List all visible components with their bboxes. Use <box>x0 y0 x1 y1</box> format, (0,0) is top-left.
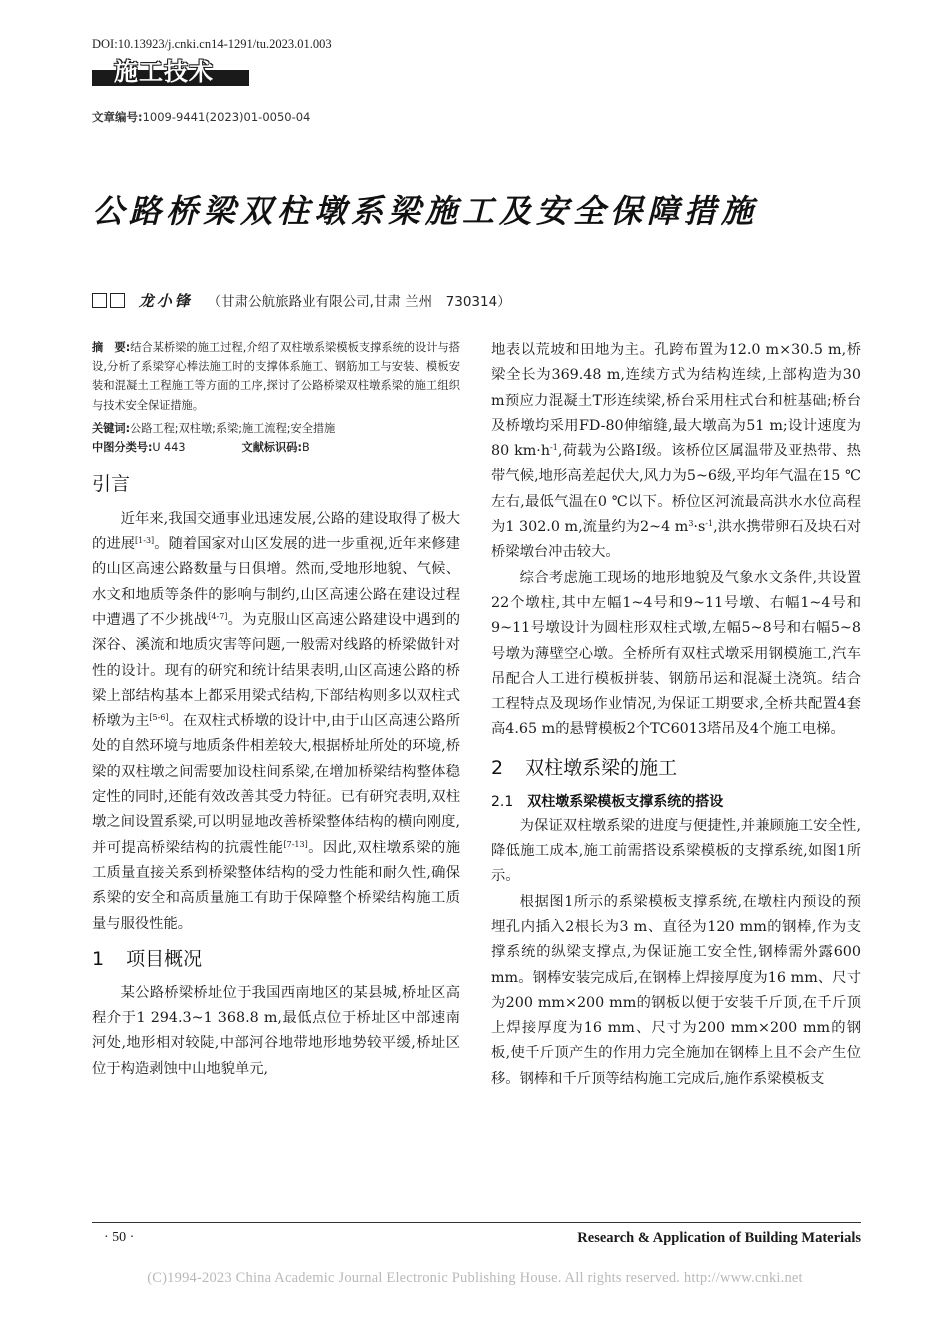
author-affiliation: （甘肃公航旅路业有限公司,甘肃 兰州 730314） <box>207 294 511 310</box>
article-number <box>92 109 310 125</box>
article-number-value: 1009-9441(2023)01-0050-04 <box>142 110 311 124</box>
doc-code-label: 文献标识码: <box>241 440 302 454</box>
author-line <box>92 290 511 311</box>
section-1-paragraph-right: 地表以荒坡和田地为主。孔跨布置为12.0 m×30.5 m,桥梁全长为369.48 m,连续方式为结构连续,上部构造为30 m预应力混凝土T形连续梁,桥台采用柱式台和桩基础;桥台及桥墩均采用FD-80伸缩缝,最大墩高为51 m;设计速度为80 $km\cdot h^{-1}$,荷载为公路Ⅰ级。该桥位区属温带及亚热带、热带气候,地形高差起伏大,风力为5~6级,平均年气温在15 ℃左右,最低气温在0 ℃以下。桥位区河流最高洪水水位高程为1 302.0 m,流量约为2~4 $m^3\cdot s^{-1}$,洪水携带卵石及块石对桥梁墩台冲击较大。 <box>491 342 861 561</box>
section-2-heading: 2 双柱墩系梁的施工 <box>491 756 678 779</box>
left-column <box>92 338 460 1082</box>
clc-label: 中图分类号: <box>92 440 153 454</box>
clc-value: U 443 <box>152 440 186 454</box>
section-banner <box>92 57 249 87</box>
keywords-text: 公路工程;双柱墩;系梁;施工流程;安全措施 <box>130 421 336 435</box>
section-2-1-paragraph-2: 根据图1所示的系梁模板支撑系统,在墩柱内预设的预埋孔内插入2根长为3 m、直径为120 mm的钢棒,作为支撑系统的纵梁支撑点,为保证施工安全性,钢棒需外露600 mm。钢棒安装完成后,在钢棒上焊接厚度为16 mm、尺寸为200 mm×200 mm的钢板以便于安装千斤顶,在千斤顶上焊接厚度为16 mm、尺寸为200 mm×200 mm的钢板,使千斤顶产生的作用力完全施加在钢棒上且不会产生位移。钢棒和千斤顶等结构施工完成后,施作系梁模板支 <box>491 893 861 1087</box>
right-column <box>491 338 861 1092</box>
section-1-paragraph-left: 某公路桥梁桥址位于我国西南地区的某县城,桥址区高程介于1 294.3~1 368.8 m,最低点位于桥址区中部速南河处,地形相对较陡,中部河谷地带地形地势较平缓,桥址区位于构造剥蚀中山地貌单元, <box>92 984 460 1077</box>
author-box-icon <box>110 293 125 308</box>
journal-name: Research & Application of Building Materials <box>577 1230 861 1246</box>
keywords-label: 关键词: <box>92 421 131 435</box>
classification <box>92 438 460 457</box>
keywords <box>92 419 460 438</box>
abstract-label: 摘 要: <box>92 341 131 354</box>
article-number-label: 文章编号: <box>92 110 143 124</box>
section-name: 施工技术 <box>114 58 214 86</box>
section-2-1-paragraph-1: 为保证双柱墩系梁的进度与便捷性,并兼顾施工安全性,降低施工成本,施工前需搭设系梁模板的支撑系统,如图1所示。 <box>491 817 861 885</box>
footer-rule <box>92 1222 861 1223</box>
abstract <box>92 338 460 415</box>
author-name: 龙小锋 <box>138 292 193 310</box>
copyright-notice: (C)1994-2023 China Academic Journal Electronic Publishing House. All rights reserved. http://www.cnki.net <box>147 1270 803 1286</box>
doc-code-value: B <box>301 440 310 454</box>
paper-title: 公路桥梁双柱墩系梁施工及安全保障措施 <box>92 192 759 230</box>
author-box-icon <box>92 293 107 308</box>
abstract-text: 结合某桥梁的施工过程,介绍了双柱墩系梁模板支撑系统的设计与搭设,分析了系梁穿心棒法施工时的支撑体系施工、钢筋加工与安装、模板安装和混凝土工程施工等方面的工序,探讨了公路桥梁双柱墩系梁的施工组织与技术安全保证措施。 <box>92 341 460 412</box>
section-1-paragraph-2: 综合考虑施工现场的地形地貌及气象水文条件,共设置22个墩柱,其中左幅1~4号和9~11号墩、右幅1~4号和9~11号墩设计为圆柱形双柱式墩,左幅5~8号和右幅5~8号墩为薄壁空心墩。全桥所有双柱式墩采用钢模施工,汽车吊配合人工进行模板拼装、钢筋吊运和混凝土浇筑。结合工程特点及现场作业情况,为保证工期要求,全桥共配置4套高4.65 m的悬臂模板2个TC6013塔吊及4个施工电梯。 <box>491 569 861 738</box>
page-number: · 50 · <box>104 1230 135 1245</box>
section-1-heading: 1 项目概况 <box>92 947 203 970</box>
intro-paragraph: 近年来,我国交通事业迅速发展,公路的建设取得了极大的进展[1-3]。随着国家对山区发展的进一步重视,近年来修建的山区高速公路数量与日俱增。然而,受地形地貌、气候、水文和地质等条件的影响与制约,山区高速公路在建设过程中遭遇了不少挑战[4-7]。为克服山区高速公路建设中遇到的深谷、溪流和地质灾害等问题,一般需对线路的桥梁做针对性的设计。现有的研究和统计结果表明,山区高速公路的桥梁上部结构基本上都采用梁式结构,下部结构则多以双柱式桥墩为主[5-6]。在双柱式桥墩的设计中,由于山区高速公路所处的自然环境与地质条件相差较大,根据桥址所处的环境,桥梁的双柱墩之间需要加设柱间系梁,在增加桥梁结构整体稳定性的同时,还能有效改善其受力特征。已有研究表明,双柱墩之间设置系梁,可以明显地改善桥梁整体结构的横向刚度,并可提高桥梁结构的抗震性能[7-13]。因此,双柱墩系梁的施工质量直接关系到桥梁整体结构的受力性能和耐久性,确保系梁的安全和高质量施工有助于保障整个桥梁结构施工质量与服役性能。 <box>92 510 461 932</box>
doi: DOI:10.13923/j.cnki.cn14-1291/tu.2023.01.003 <box>92 37 332 51</box>
intro-heading: 引言 <box>92 472 131 495</box>
section-2-1-heading: 2.1 双柱墩系梁模板支撑系统的搭设 <box>491 793 724 810</box>
